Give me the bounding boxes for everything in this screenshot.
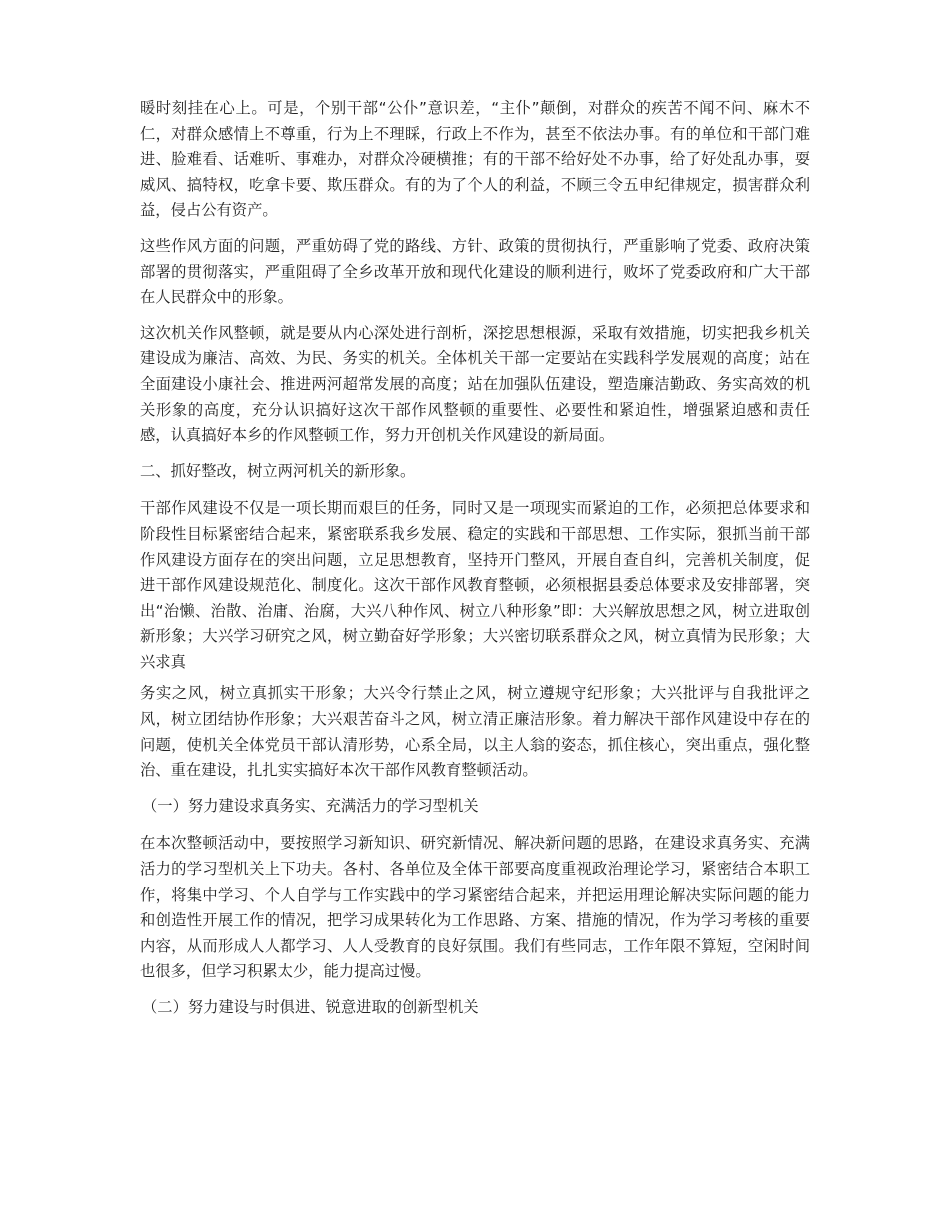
subheading-2: （二）努力建设与时俱进、锐意进取的创新型机关 [142,998,479,1016]
paragraph-3: 这次机关作风整顿，就是要从内心深处进行剖析，深挖思想根源，采取有效措施，切实把我乡机关建设成为廉洁、高效、为民、务实的机关。全体机关干部一定要站在实践科学发展观的高度；站在全面建设小康社会、推进两河超常发展的高度；站在加强队伍建设，塑造廉洁勤政、务实高效的机关形象的高度，充分认识搞好这次干部作风整顿的重要性、必要性和紧迫性，增强紧迫感和责任感，认真搞好本乡的作风整顿工作，努力开创机关作风建设的新局面。 [140,323,810,445]
paragraph-2: 这些作风方面的问题，严重妨碍了党的路线、方针、政策的贯彻执行，严重影响了党委、政府决策部署的贯彻落实，严重阻碍了全乡改革开放和现代化建设的顺利进行，败坏了党委政府和广大干部在人民群众中的形象。 [140,236,810,307]
paragraph-4: 干部作风建设不仅是一项长期而艰巨的任务，同时又是一项现实而紧迫的工作，必须把总体要求和阶段性目标紧密结合起来，紧密联系我乡发展、稳定的实践和干部思想、工作实际，狠抓当前干部作风建设方面存在的突出问题，立足思想教育，坚持开门整风，开展自查自纠，完善机关制度，促进干部作风建设规范化、制度化。这次干部作风教育整顿，必须根据县委总体要求及安排部署，突出“治懒、治散、治庸、治腐，大兴八种作风、树立八种形象”即：大兴解放思想之风，树立进取创新形象；大兴学习研究之风，树立勤奋好学形象；大兴密切联系群众之风，树立真情为民形象；大兴求真 [140,499,810,671]
paragraph-1: 暖时刻挂在心上。可是，个别干部“公仆”意识差，“主仆”颠倒，对群众的疾苦不闻不问、麻木不仁，对群众感情上不尊重，行为上不理睬，行政上不作为，甚至不依法办事。有的单位和干部门难进、脸难看、话难听、事难办，对群众冷硬横推；有的干部不给好处不办事，给了好处乱办事，耍威风、搞特权，吃拿卡要、欺压群众。有的为了个人的利益，不顾三令五申纪律规定，损害群众利益，侵占公有资产。 [140,99,810,220]
paragraph-5: 务实之风，树立真抓实干形象；大兴令行禁止之风，树立遵规守纪形象；大兴批评与自我批评之风，树立团结协作形象；大兴艰苦奋斗之风，树立清正廉洁形象。着力解决干部作风建设中存在的问题，使机关全体党员干部认清形势，心系全局，以主人翁的姿态，抓住核心，突出重点，强化整治、重在建设，扎扎实实搞好本次干部作风教育整顿活动。 [140,684,810,780]
paragraph-6: 在本次整顿活动中，要按照学习新知识、研究新情况、解决新问题的思路，在建设求真务实、充满活力的学习型机关上下功夫。各村、各单位及全体干部要高度重视政治理论学习，紧密结合本职工作，将集中学习、个人自学与工作实践中的学习紧密结合起来，并把运用理论解决实际问题的能力和创造性开展工作的情况，把学习成果转化为工作思路、方案、措施的情况，作为学习考核的重要内容，从而形成人人都学习、人人受教育的良好氛围。我们有些同志，工作年限不算短，空闲时间也很多，但学习积累太少，能力提高过慢。 [140,834,810,981]
subheading-1: （一）努力建设求真务实、充满活力的学习型机关 [142,796,479,815]
section-heading-2: 二、抓好整改，树立两河机关的新形象。 [140,461,416,480]
document-body [140,96,810,1033]
